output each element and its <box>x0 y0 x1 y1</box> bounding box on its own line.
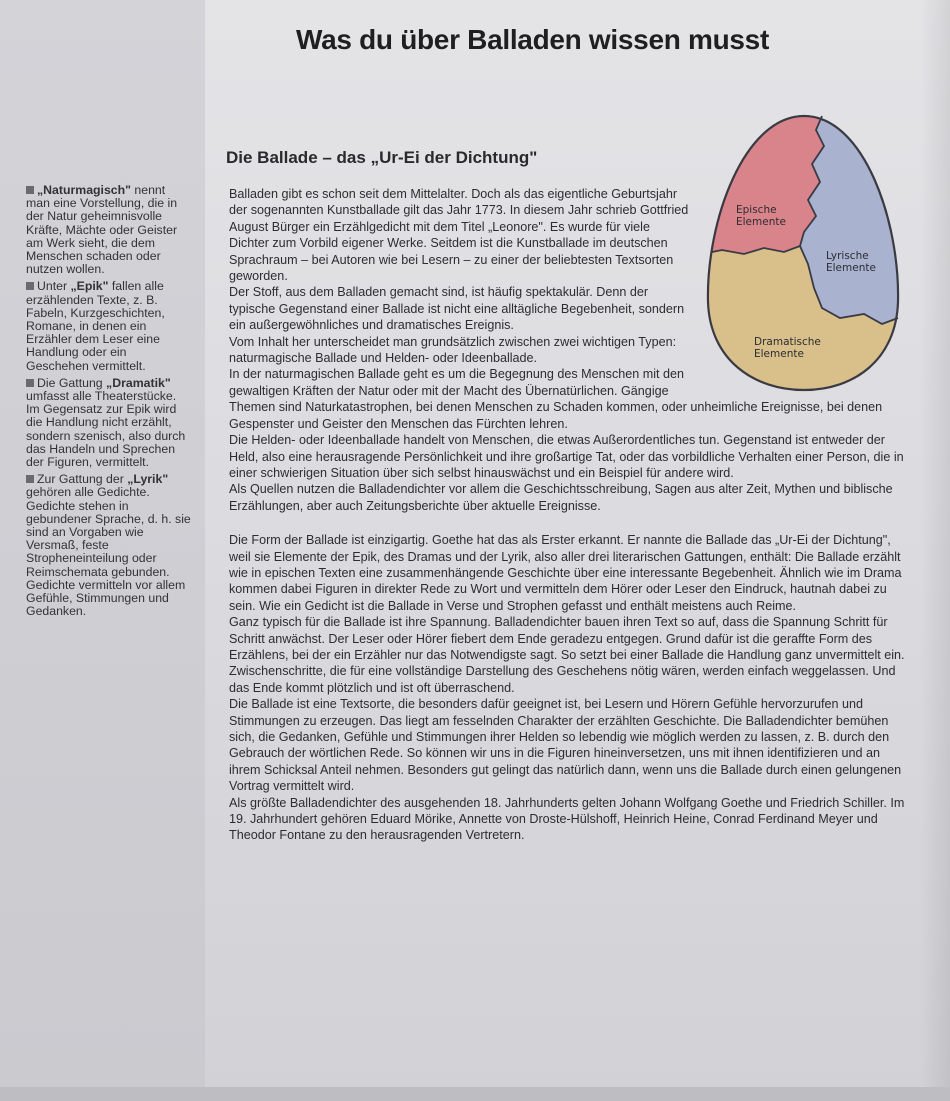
section-title: Die Ballade – das „Ur-Ei der Dichtung" <box>226 148 538 167</box>
square-bullet-icon <box>26 186 34 194</box>
note-lyrik: Zur Gattung der „Lyrik" gehören alle Gedichte. Gedichte stehen in gebundener Sprache, d. h. sie sind an Vorgaben wie Versmaß, feste Stropheneinteilung oder Reimschemata gebunden. Gedichte vermitteln vor allem Gefühle, Stimmungen und Gedanken. <box>26 472 191 619</box>
square-bullet-icon <box>26 379 34 387</box>
epic-label: Epische Elemente <box>736 204 786 228</box>
note-text: umfasst alle Theaterstücke. Im Gegensatz zur Epik wird die Handlung nicht erzählt, sondern szenisch, also durch das Handeln und Sprechen der Figuren, vermittelt. <box>26 389 186 470</box>
note-term: „Lyrik" <box>127 472 169 487</box>
paragraph: Die Form der Ballade ist einzigartig. Goethe hat das als Erster erkannt. Er nannte die Ballade das „Ur-Ei der Dichtung", weil sie Elemente der Epik, des Dramas und der Lyrik, also aller drei literarischen Gattungen, enthält: Die Ballade erzählt wie in epischen Texten eine zusammenhängende Geschichte über eine interessante Begebenheit. Ähnlich wie im Drama kommen dabei Figuren in direkter Rede zu Wort und vermitteln dem Hörer oder Leser den Eindruck, hautnah dabei zu sein. Wie ein Gedicht ist die Ballade in Verse und Strophen gefasst und enthält meistens auch Reime. <box>229 533 902 613</box>
note-term: „Dramatik" <box>106 375 171 390</box>
note-term: „Naturmagisch" <box>37 183 131 197</box>
note-text: nennt man eine Vorstellung, die in der Natur geheimnisvolle Kräfte, Mächte oder Geister am Werk sieht, die dem Menschen schaden oder nutzen wollen. <box>26 183 178 277</box>
paragraph: Die Ballade ist eine Textsorte, die besonders dafür geeignet ist, bei Lesern und Hörern Gefühle hervorzurufen und Stimmungen zu erzeugen. Das liegt am fesselnden Charakter der erzählten Geschichte. Die Balladendichter bemühen sich, die Gedanken, Gefühle und Stimmungen ihrer Helden so lebendig wie möglich werden zu lassen, z. B. durch den Gebrauch der wörtlichen Rede. So können wir uns in die Figuren hineinversetzen, uns mit ihnen identifizieren und an ihrem Schicksal Anteil nehmen. Besonders gut gelingt das natürlich dann, wenn uns die Ballade durch einen gelungenen Vortrag vermittelt wird. <box>229 697 902 794</box>
page-edge-shadow <box>920 0 950 1101</box>
paragraph: In der naturmagischen Ballade geht es um die Begegnung des Menschen mit den gewaltigen Kräften der Natur oder mit der Macht des Übernatürlichen. Gängige Themen sind Naturkatastrophen, bei denen Menschen zu Schaden kommen, oder unheimliche Ereignisse, bei denen Gespenster und Geister den Menschen das Fürchten lehren. <box>229 367 883 431</box>
paragraph: Die Helden- oder Ideenballade handelt von Menschen, die etwas Außerordentliches tun. Gegenstand ist entweder der Held, also eine herausragende Persönlichkeit und ihre großartige Tat, oder das vorbildliche Verhalten einer Person, die in einer schwierigen Situation über sich selbst hinauswächst und ein Beispiel für andere wird. <box>229 433 904 480</box>
note-text: gehören alle Gedichte. Gedichte stehen in gebundener Sprache, d. h. sie sind an Vorgaben wie Versmaß, feste Stropheneinteilung oder Reimschemata gebunden. Gedichte vermitteln vor allem Gefühle, Stimmungen und Gedanken. <box>26 485 191 619</box>
page-title: Was du über Balladen wissen musst <box>296 24 769 55</box>
note-text: fallen alle erzählenden Texte, z. B. Fabeln, Kurzgeschichten, Romane, in denen ein Erzähler dem Leser eine Handlung oder ein Geschehen vermittelt. <box>26 279 165 373</box>
page-bottom-edge <box>0 1087 950 1101</box>
note-naturmagisch <box>26 184 191 276</box>
paragraph: Der Stoff, aus dem Balladen gemacht sind, ist häufig spektakulär. Denn der typische Gegenstand einer Ballade ist nicht eine alltägliche Begebenheit, sondern ein außergewöhnliches und dramatisches Ereignis. <box>229 285 685 333</box>
square-bullet-icon <box>26 282 34 290</box>
note-epik: Unter „Epik" fallen alle erzählenden Texte, z. B. Fabeln, Kurzgeschichten, Romane, in denen ein Erzähler dem Leser eine Handlung oder ein Geschehen vermittelt. <box>26 279 165 373</box>
paragraph: Ganz typisch für die Ballade ist ihre Spannung. Balladendichter bauen ihren Text so auf, dass die Spannung Schritt für Schritt anwächst. Der Leser oder Hörer fiebert dem Ende geradezu entgegen. Grund dafür ist die geraffte Form des Erzählens, bei der ein Erzähler nur das Notwendigste sagt. So setzt bei einer Ballade die Handlung ganz unvermittelt ein. Zwischenschritte, die für eine vollständige Darstellung des Geschehens nötig wären, werden einfach weggelassen. Und das Ende kommt plötzlich und ist oft überraschend. <box>229 615 905 695</box>
paragraph: Vom Inhalt her unterscheidet man grundsätzlich zwischen zwei wichtigen Typen: naturmagische Ballade und Helden- oder Ideenballade. <box>229 334 677 366</box>
lyric-label: Lyrische Elemente <box>826 250 876 274</box>
note-dramatik: Die Gattung „Dramatik" umfasst alle Theaterstücke. Im Gegensatz zur Epik wird die Handlung nicht erzählt, sondern szenisch, also durch das Handeln und Sprechen der Figuren, vermittelt. <box>26 375 186 470</box>
paragraph: Balladen gibt es schon seit dem Mittelalter. Doch als das eigentliche Geburtsjahr der sogenannten Kunstballade gilt das Jahr 1773. In diesem Jahr schrieb Gottfried August Bürger ein Erzählgedicht mit dem Titel „Leonore". Es wurde für viele Dichter zum Vorbild eigener Werke. Seitdem ist die Kunstballade im deutschen Sprachraum – bei Autoren wie bei Lesern – zu einer der beliebtesten Textsorten geworden. <box>229 187 689 284</box>
main-text <box>229 186 912 844</box>
sidebar-notes <box>26 184 191 623</box>
dramatic-label: Dramatische Elemente <box>754 336 821 360</box>
note-term: „Epik" <box>70 279 109 294</box>
paragraph: Als Quellen nutzen die Balladendichter vor allem die Geschichtsschreibung, Sagen aus alter Zeit, Mythen und biblische Erzählungen, aber auch Zeitungsberichte über aktuelle Ereignisse. <box>229 482 893 513</box>
square-bullet-icon <box>26 475 34 483</box>
paragraph: Als größte Balladendichter des ausgehenden 18. Jahrhunderts gelten Johann Wolfgang Goethe und Friedrich Schiller. Im 19. Jahrhundert gehören Eduard Mörike, Annette von Droste-Hülshoff, Heinrich Heine, Conrad Ferdinand Meyer und Theodor Fontane zu den herausragenden Vertretern. <box>229 795 905 843</box>
illustration-spacer <box>697 176 922 386</box>
